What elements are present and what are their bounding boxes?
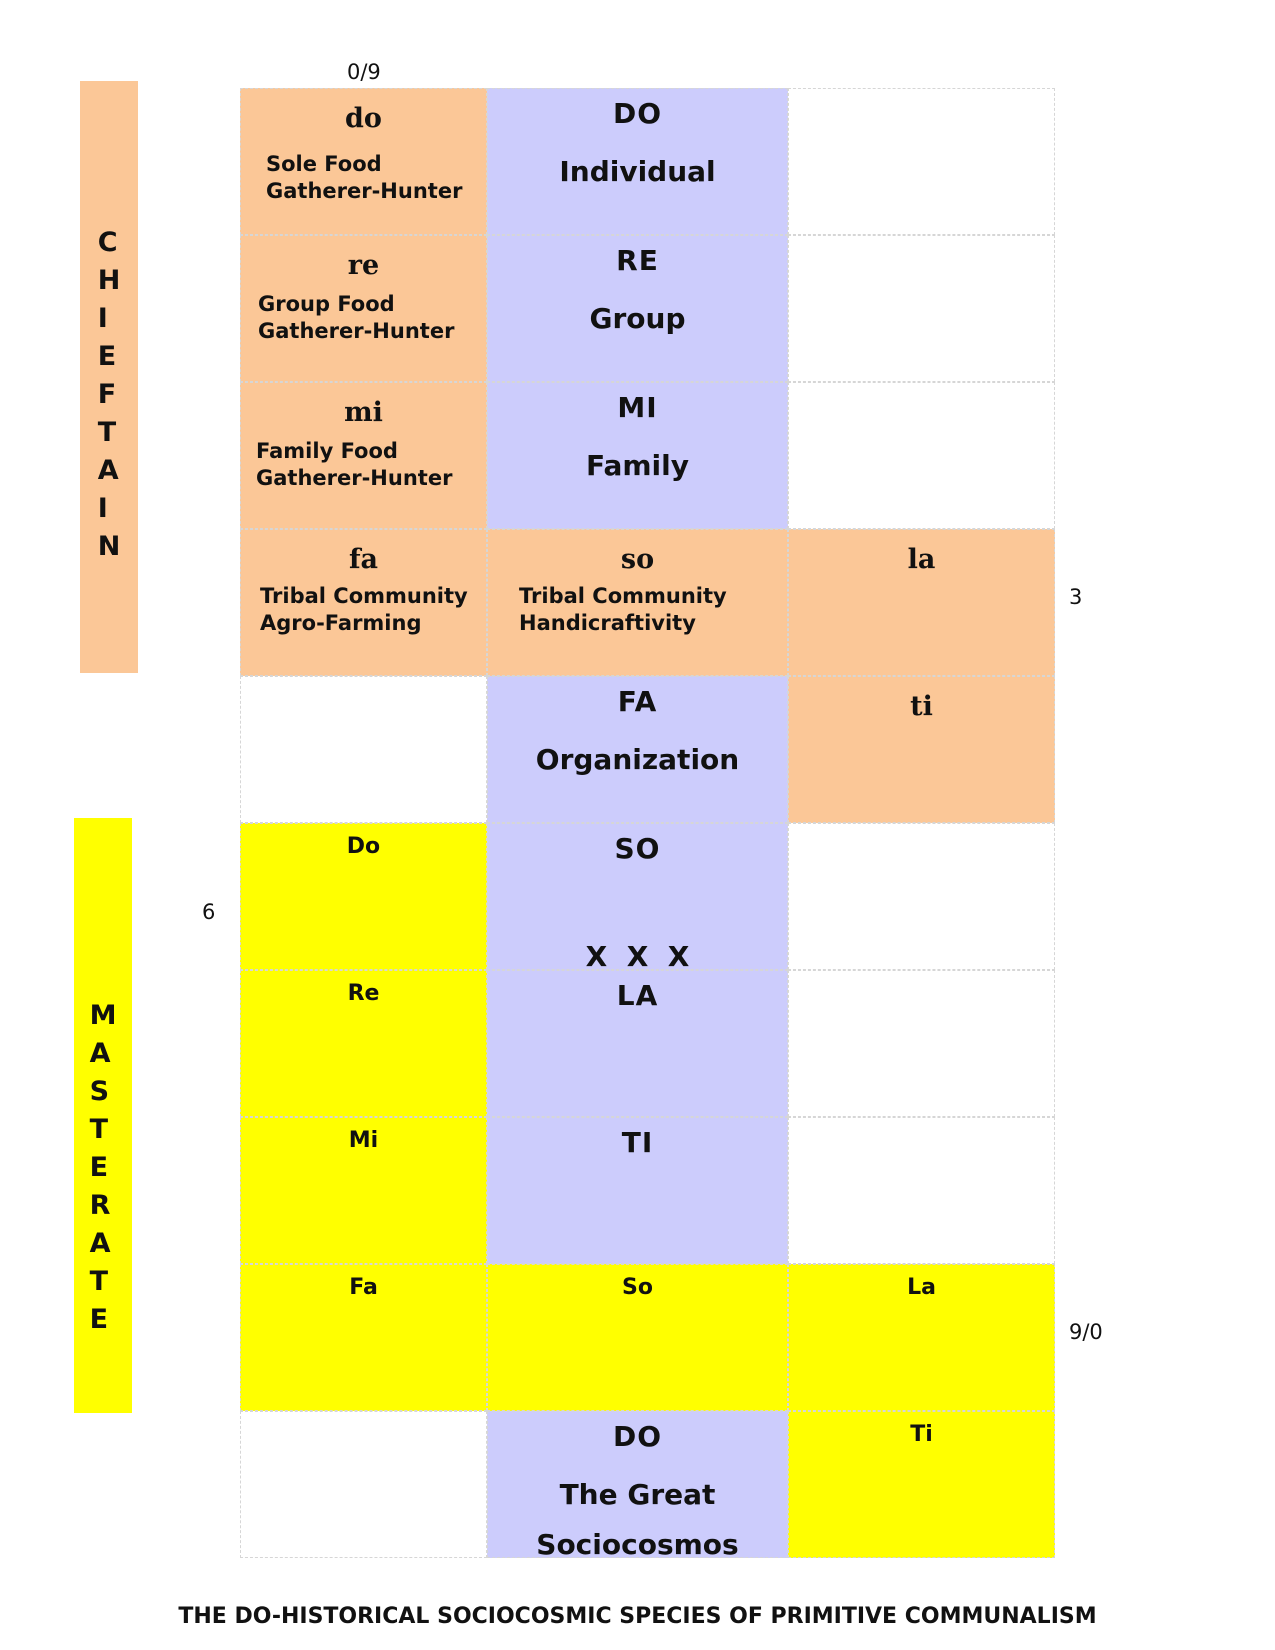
- chieftain-letter: N: [97, 531, 121, 562]
- grid-cell: [788, 235, 1055, 382]
- cell-heading: Mi: [348, 1128, 379, 1153]
- masterate-label: [90, 997, 117, 1339]
- subtitle-line: [488, 882, 787, 932]
- grid-cell: [487, 1264, 788, 1411]
- cell-description: [256, 438, 452, 492]
- grid-cell: [788, 382, 1055, 529]
- chieftain-label: [98, 224, 121, 566]
- grid-cell: [788, 88, 1055, 235]
- description-line: Gatherer-Hunter: [258, 319, 455, 343]
- cell-description: [258, 291, 454, 345]
- masterate-letter: E: [89, 1304, 109, 1335]
- cell-subtitle: [488, 441, 787, 491]
- description-line: Handicraftivity: [519, 611, 696, 635]
- cell-heading: LA: [616, 979, 659, 1012]
- description-line: Family Food: [256, 439, 398, 463]
- grid-cell: [487, 1411, 788, 1558]
- cell-heading: la: [907, 544, 936, 575]
- cell-heading: TI: [621, 1126, 654, 1159]
- cell-heading: re: [347, 250, 380, 281]
- cell-subtitle: [488, 294, 787, 344]
- cell-heading: SO: [614, 832, 661, 865]
- masterate-letter: E: [89, 1152, 109, 1183]
- cell-heading: do: [345, 103, 382, 134]
- subtitle-line: Group: [589, 302, 686, 335]
- chieftain-letter: I: [97, 303, 108, 334]
- cell-heading: FA: [617, 685, 658, 718]
- grid-cell: [487, 382, 788, 529]
- grid-cell: [487, 529, 788, 676]
- cell-heading: DO: [612, 97, 663, 130]
- grid-cell: [240, 823, 487, 970]
- cell-heading: Ti: [910, 1422, 933, 1447]
- grid-cell: [788, 823, 1055, 970]
- grid-cell: [240, 529, 487, 676]
- grid-cell: [240, 676, 487, 823]
- cell-heading: fa: [348, 544, 379, 575]
- description-line: Tribal Community: [519, 584, 727, 608]
- masterate-letter: T: [89, 1114, 108, 1145]
- cell-heading: So: [622, 1275, 653, 1300]
- grid-cell: [240, 382, 487, 529]
- description-line: Gatherer-Hunter: [266, 179, 463, 203]
- grid-cell: [240, 970, 487, 1117]
- grid-cell: [788, 1117, 1055, 1264]
- cell-heading: mi: [344, 397, 383, 428]
- grid-cell: [788, 970, 1055, 1117]
- cell-description: [260, 583, 468, 637]
- chieftain-letter: I: [97, 493, 108, 524]
- cell-heading: RE: [616, 244, 659, 277]
- grid-cell: [240, 1264, 487, 1411]
- cell-heading: Re: [347, 981, 380, 1006]
- grid-cell: [240, 1411, 487, 1558]
- masterate-bar: [74, 818, 132, 1413]
- diagram-title: THE DO-HISTORICAL SOCIOCOSMIC SPECIES OF PRIMITIVE COMMUNALISM: [178, 1604, 1097, 1629]
- grid-cell: [240, 88, 487, 235]
- description-line: Sole Food: [266, 152, 382, 176]
- cell-subtitle: [488, 1470, 787, 1558]
- grid-cell: [487, 823, 788, 970]
- description-line: Tribal Community: [260, 584, 468, 608]
- chieftain-letter: A: [97, 455, 119, 486]
- chieftain-letter: C: [97, 227, 118, 258]
- subtitle-line: X X X: [585, 940, 690, 970]
- grid-cell: [240, 235, 487, 382]
- masterate-letter: M: [89, 1000, 117, 1031]
- grid-cell: [788, 1411, 1055, 1558]
- cell-heading: so: [620, 544, 655, 575]
- chieftain-bar: [80, 81, 138, 673]
- grid-cell: [487, 88, 788, 235]
- chieftain-letter: T: [97, 417, 117, 448]
- grid-cell: [240, 1117, 487, 1264]
- cell-heading: MI: [617, 391, 658, 424]
- description-line: Agro-Farming: [260, 611, 422, 635]
- chieftain-letter: E: [97, 341, 117, 372]
- masterate-letter: S: [89, 1076, 110, 1107]
- grid-cell: [487, 676, 788, 823]
- number-right-upper: 3: [1069, 585, 1083, 609]
- masterate-letter: A: [89, 1228, 111, 1259]
- grid-cell: [788, 529, 1055, 676]
- cell-description: [519, 583, 727, 637]
- chieftain-letter: F: [97, 379, 117, 410]
- cell-heading: DO: [612, 1420, 663, 1453]
- subtitle-line: Sociocosmos: [536, 1528, 739, 1558]
- number-right-lower: 9/0: [1069, 1320, 1103, 1344]
- subtitle-line: Family: [585, 449, 689, 482]
- masterate-letter: T: [89, 1266, 108, 1297]
- cell-heading: La: [907, 1275, 936, 1300]
- cell-subtitle: [488, 882, 787, 970]
- cell-subtitle: [488, 735, 787, 785]
- grid-cell: [487, 235, 788, 382]
- description-line: Gatherer-Hunter: [256, 466, 453, 490]
- number-top: 0/9: [347, 60, 381, 84]
- masterate-letter: R: [89, 1190, 111, 1221]
- cell-subtitle: [488, 147, 787, 197]
- grid-cell: [487, 970, 788, 1117]
- number-left-middle: 6: [202, 900, 216, 924]
- grid-cell: [788, 676, 1055, 823]
- subtitle-line: The Great: [559, 1478, 716, 1511]
- description-line: Group Food: [258, 292, 395, 316]
- sociocosmic-grid: [240, 88, 1055, 1558]
- subtitle-line: Organization: [535, 743, 740, 776]
- cell-heading: Do: [346, 834, 381, 859]
- chieftain-letter: H: [97, 265, 121, 296]
- grid-cell: [487, 1117, 788, 1264]
- cell-heading: ti: [910, 691, 933, 722]
- grid-cell: [788, 1264, 1055, 1411]
- cell-heading: Fa: [349, 1275, 378, 1300]
- cell-description: [266, 151, 462, 205]
- masterate-letter: A: [89, 1038, 111, 1069]
- subtitle-line: Individual: [559, 155, 716, 188]
